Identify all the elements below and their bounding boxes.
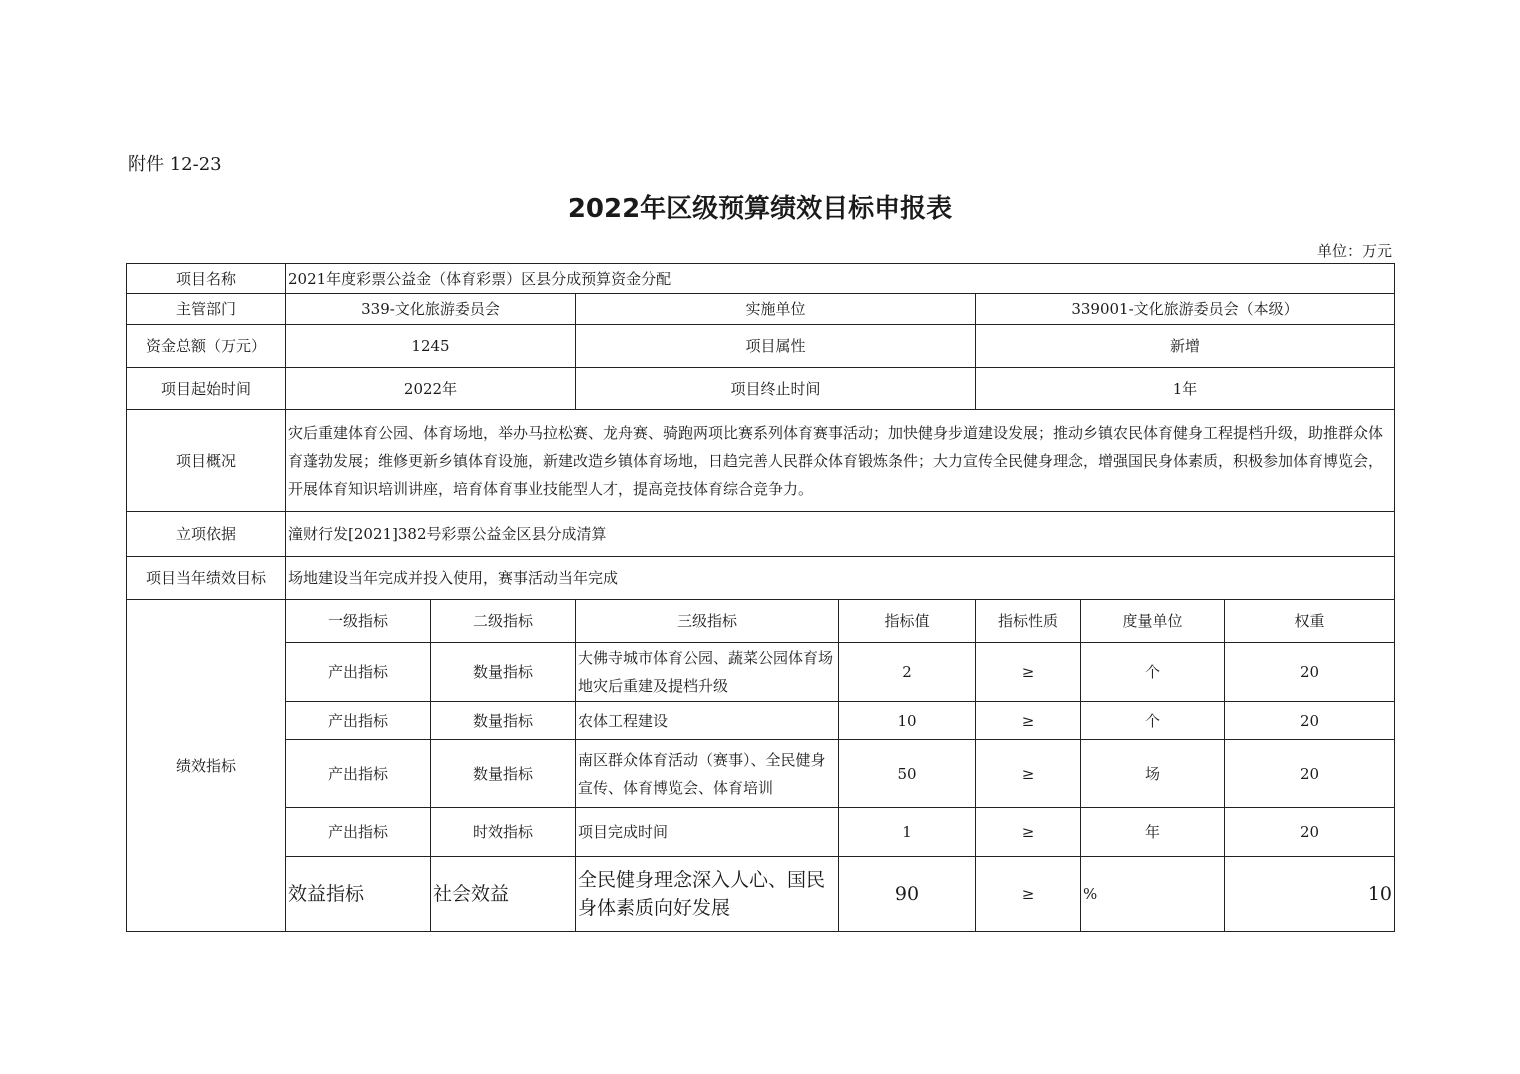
attr-value: 新增 <box>976 325 1395 368</box>
project-name-value: 2021年度彩票公益金（体育彩票）区县分成预算资金分配 <box>286 264 1395 294</box>
start-label: 项目起始时间 <box>127 368 286 410</box>
value-cell: 90 <box>839 857 976 932</box>
level2-cell: 数量指标 <box>431 702 576 740</box>
goal-value: 场地建设当年完成并投入使用，赛事活动当年完成 <box>286 557 1395 600</box>
unit-cell: 个 <box>1081 643 1225 702</box>
level1-cell: 产出指标 <box>286 702 431 740</box>
unit-cell: 场 <box>1081 740 1225 808</box>
nature-cell: ≥ <box>976 740 1081 808</box>
indicator-row <box>127 702 1395 740</box>
fund-label: 资金总额（万元） <box>127 325 286 368</box>
table-row <box>127 264 1395 294</box>
indicators-section-label: 绩效指标 <box>127 600 286 932</box>
level3-cell: 南区群众体育活动（赛事）、全民健身宣传、体育博览会、体育培训 <box>576 740 839 808</box>
weight-cell: 10 <box>1225 857 1395 932</box>
weight-cell: 20 <box>1225 702 1395 740</box>
level3-cell: 农体工程建设 <box>576 702 839 740</box>
goal-label: 项目当年绩效目标 <box>127 557 286 600</box>
level1-cell: 产出指标 <box>286 740 431 808</box>
level1-cell: 产出指标 <box>286 643 431 702</box>
table-row <box>127 294 1395 325</box>
attr-label: 项目属性 <box>576 325 976 368</box>
value-cell: 10 <box>839 702 976 740</box>
attachment-label: 附件 12-23 <box>128 154 222 175</box>
end-value: 1年 <box>976 368 1395 410</box>
nature-cell: ≥ <box>976 808 1081 857</box>
level2-cell: 时效指标 <box>431 808 576 857</box>
header-level3: 三级指标 <box>576 600 839 643</box>
nature-cell: ≥ <box>976 702 1081 740</box>
unit-cell: 年 <box>1081 808 1225 857</box>
project-name-label: 项目名称 <box>127 264 286 294</box>
value-cell: 1 <box>839 808 976 857</box>
overview-label: 项目概况 <box>127 410 286 512</box>
header-nature: 指标性质 <box>976 600 1081 643</box>
header-value: 指标值 <box>839 600 976 643</box>
impl-label: 实施单位 <box>576 294 976 325</box>
level1-cell: 产出指标 <box>286 808 431 857</box>
value-cell: 2 <box>839 643 976 702</box>
overview-value: 灾后重建体育公园、体育场地，举办马拉松赛、龙舟赛、骑跑两项比赛系列体育赛事活动；加快健身步道建设发展；推动乡镇农民体育健身工程提档升级，助推群众体育蓬勃发展；维修更新乡镇体育设施，新建改造乡镇体育场地，日趋完善人民群众体育锻炼条件；大力宣传全民健身理念，增强国民身体素质，积极参加体育博览会，开展体育知识培训讲座，培育体育事业技能型人才，提高竞技体育综合竞争力。 <box>286 410 1395 512</box>
table-row <box>127 557 1395 600</box>
indicator-row <box>127 643 1395 702</box>
weight-cell: 20 <box>1225 740 1395 808</box>
level3-cell: 全民健身理念深入人心、国民身体素质向好发展 <box>576 857 839 932</box>
level3-cell: 大佛寺城市体育公园、蔬菜公园体育场地灾后重建及提档升级 <box>576 643 839 702</box>
table-row <box>127 410 1395 512</box>
header-unit: 度量单位 <box>1081 600 1225 643</box>
indicator-row <box>127 857 1395 932</box>
impl-value: 339001-文化旅游委员会（本级） <box>976 294 1395 325</box>
header-level2: 二级指标 <box>431 600 576 643</box>
basis-label: 立项依据 <box>127 512 286 557</box>
weight-cell: 20 <box>1225 808 1395 857</box>
table-row <box>127 325 1395 368</box>
indicator-row <box>127 740 1395 808</box>
unit-label: 单位：万元 <box>1316 242 1392 260</box>
budget-table <box>126 263 1395 932</box>
basis-value: 潼财行发[2021]382号彩票公益金区县分成清算 <box>286 512 1395 557</box>
indicator-header-row <box>127 600 1395 643</box>
dept-label: 主管部门 <box>127 294 286 325</box>
level2-cell: 数量指标 <box>431 643 576 702</box>
weight-cell: 20 <box>1225 643 1395 702</box>
dept-value: 339-文化旅游委员会 <box>286 294 576 325</box>
indicator-row <box>127 808 1395 857</box>
nature-cell: ≥ <box>976 643 1081 702</box>
unit-cell: % <box>1081 857 1225 932</box>
start-value: 2022年 <box>286 368 576 410</box>
header-weight: 权重 <box>1225 600 1395 643</box>
level2-cell: 数量指标 <box>431 740 576 808</box>
page-title: 2022年区级预算绩效目标申报表 <box>567 194 953 224</box>
table-row <box>127 512 1395 557</box>
level3-cell: 项目完成时间 <box>576 808 839 857</box>
level1-cell: 效益指标 <box>286 857 431 932</box>
unit-cell: 个 <box>1081 702 1225 740</box>
table-row <box>127 368 1395 410</box>
header-level1: 一级指标 <box>286 600 431 643</box>
value-cell: 50 <box>839 740 976 808</box>
fund-value: 1245 <box>286 325 576 368</box>
level2-cell: 社会效益 <box>431 857 576 932</box>
nature-cell: ≥ <box>976 857 1081 932</box>
end-label: 项目终止时间 <box>576 368 976 410</box>
